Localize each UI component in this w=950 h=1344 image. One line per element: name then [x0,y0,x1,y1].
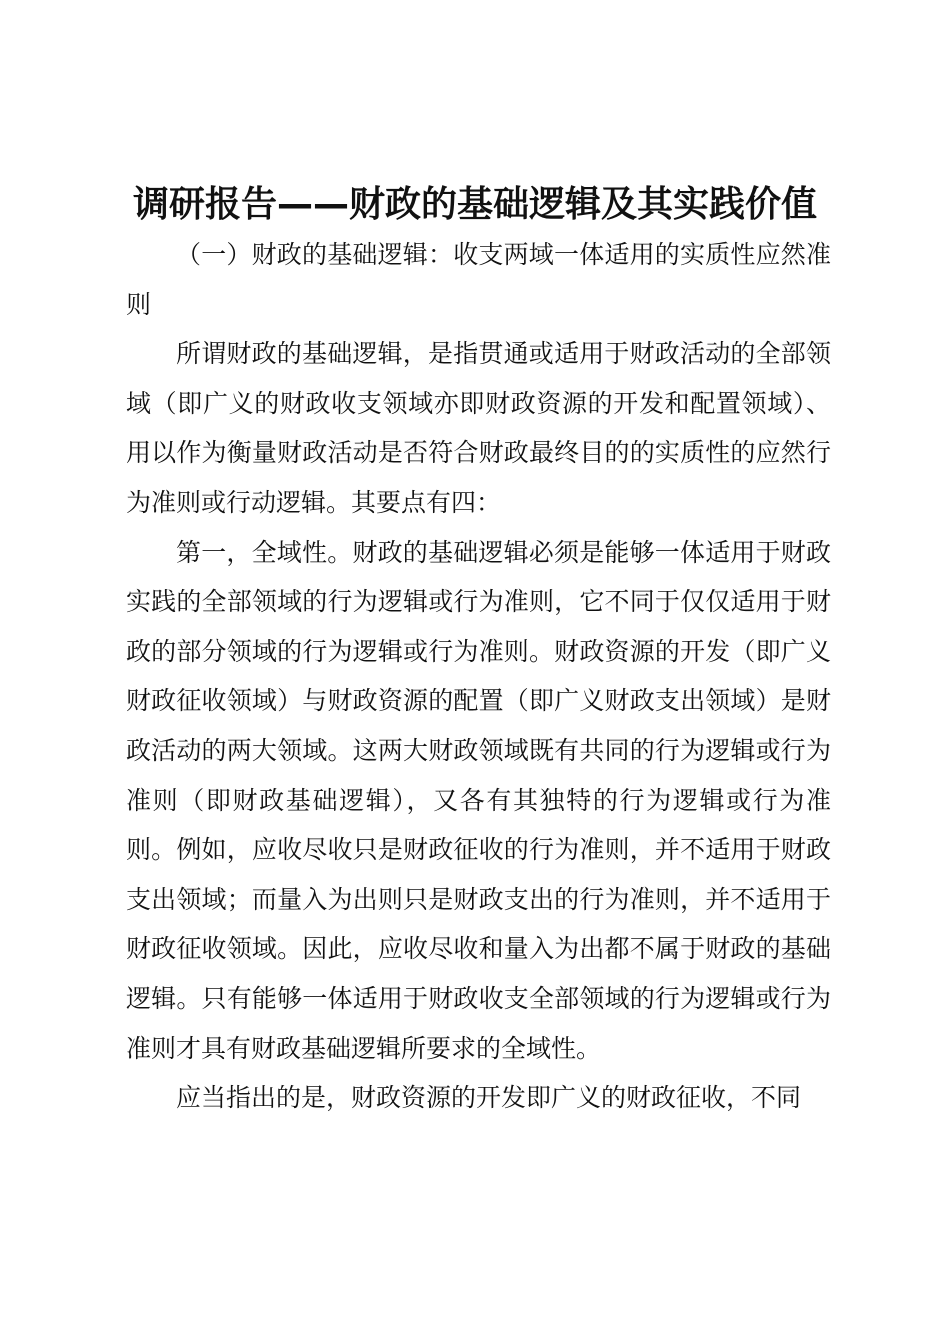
paragraph: 应当指出的是，财政资源的开发即广义的财政征收，不同 [176,1083,802,1113]
paragraph: 所谓财政的基础逻辑，是指贯通或适用于财政活动的全部领域（即广义的财政收支领域亦即财政资源的开发和配置领域）、用以作为衡量财政活动是否符合财政最终目的的实质性的应然行为准则或行动逻辑。其要点有四： [126,339,831,517]
paragraph: 第一，全域性。财政的基础逻辑必须是能够一体适用于财政实践的全部领域的行为逻辑或行为准则，它不同于仅仅适用于财政的部分领域的行为逻辑或行为准则。财政资源的开发（即广义财政征收领域）与财政资源的配置（即广义财政支出领域）是财政活动的两大领域。这两大财政领域既有共同的行为逻辑或行为准则（即财政基础逻辑），又各有其独特的行为逻辑或行为准则。例如，应收尽收只是财政征收的行为准则，并不适用于财政支出领域；而量入为出则只是财政支出的行为准则，并不适用于财政征收领域。因此，应收尽收和量入为出都不属于财政的基础逻辑。只有能够一体适用于财政收支全部领域的行为逻辑或行为准则才具有财政基础逻辑所要求的全域性。 [126,537,831,1063]
section-heading: （一）财政的基础逻辑：收支两域一体适用的实质性应然准则 [126,240,831,319]
document-body [126,230,831,1123]
document-title: 调研报告——财政的基础逻辑及其实践价值 [132,184,817,225]
